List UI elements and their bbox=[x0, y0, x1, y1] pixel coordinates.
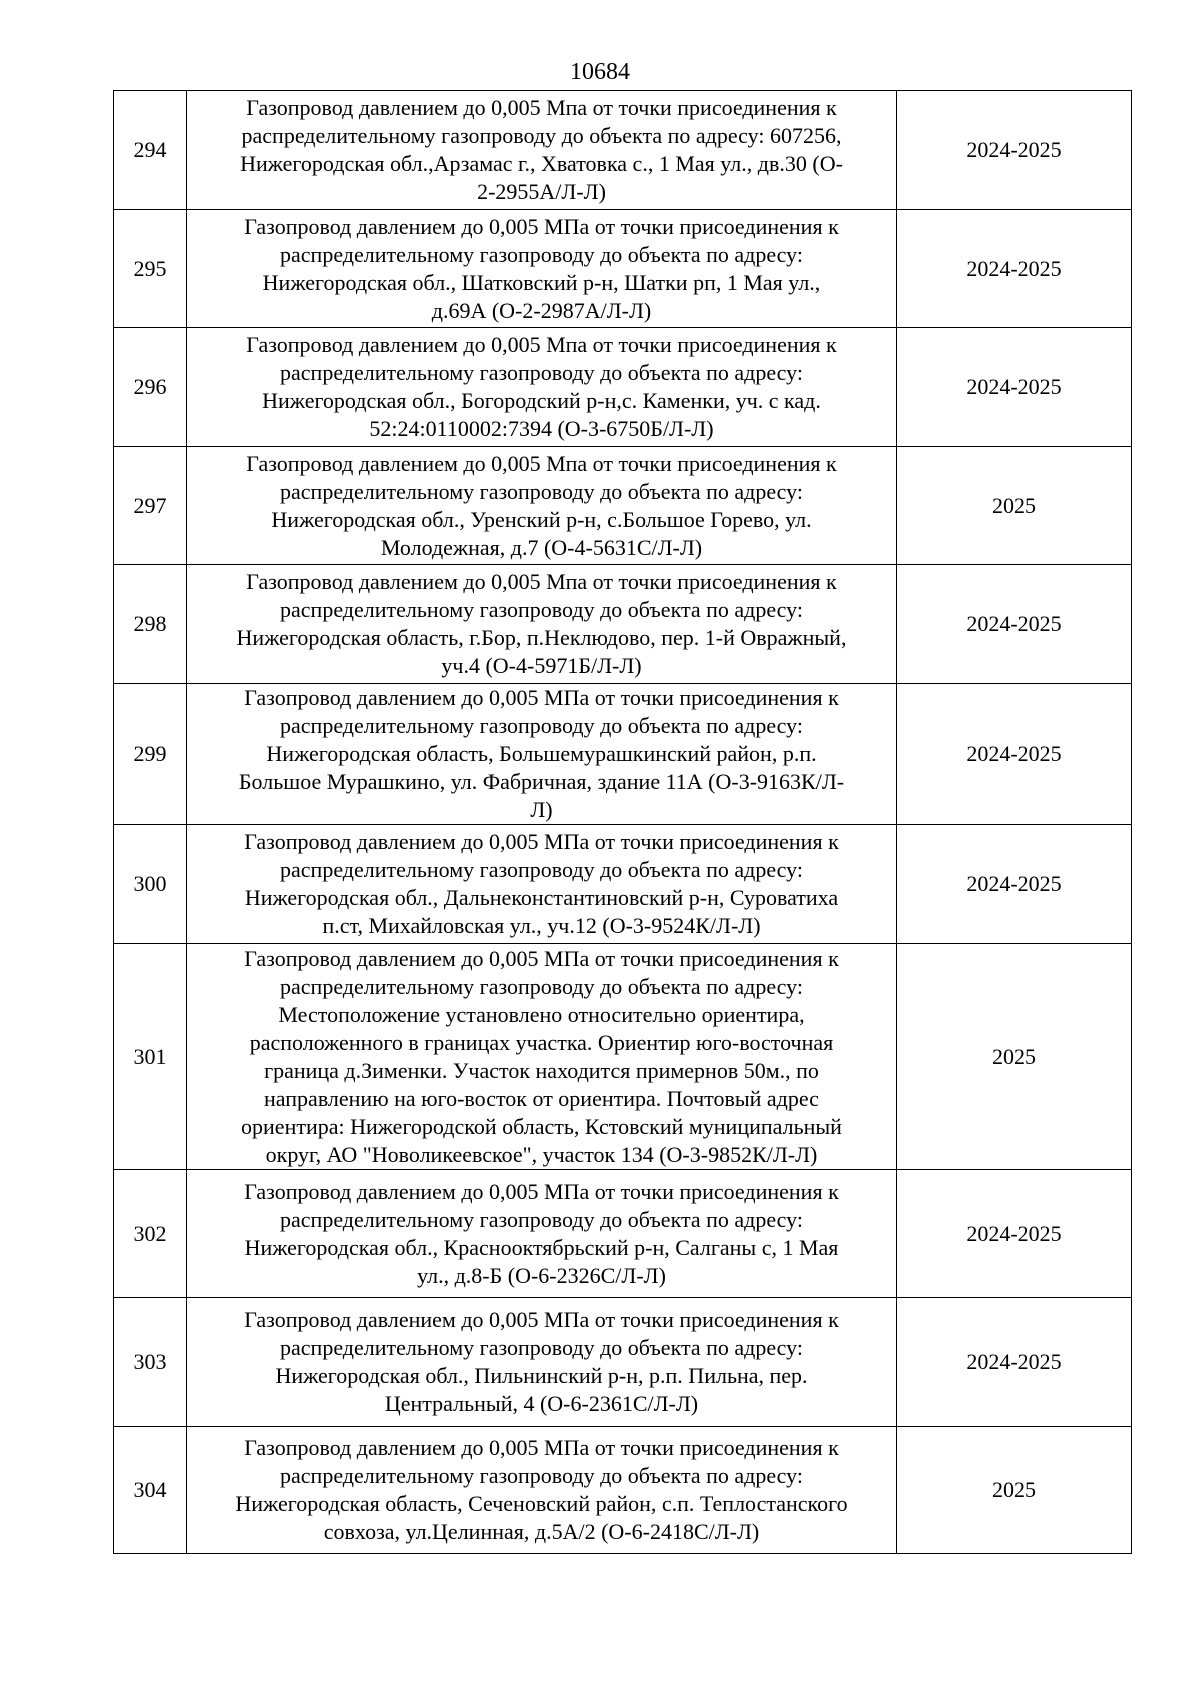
row-description: Газопровод давлением до 0,005 МПа от точки присоединения к распределительному газопроводу до объекта по адресу: Местоположение установлено относительно ориентира, расположенного в границах участка. Ориентир юго-восточная граница д.Зименки. Участок находится примернов 50м., по направлению на юго-восток от ориентира. Почтовый адрес ориентира: Нижегородской область, Кстовский муниципальный округ, АО "Новоликеевское", участок 134 (О-3-9852К/Л-Л) bbox=[187, 944, 897, 1170]
row-number: 297 bbox=[114, 447, 187, 565]
row-number: 303 bbox=[114, 1298, 187, 1427]
row-description: Газопровод давлением до 0,005 Мпа от точки присоединения к распределительному газопроводу до объекта по адресу: Нижегородская обл., Уренский р-н, с.Большое Горево, ул. Молодежная, д.7 (О-4-5631С/Л-Л) bbox=[187, 447, 897, 565]
table-row bbox=[114, 328, 1132, 447]
row-description: Газопровод давлением до 0,005 МПа от точки присоединения к распределительному газопроводу до объекта по адресу: Нижегородская область, Большемурашкинский район, р.п. Большое Мурашкино, ул. Фабричная, здание 11А (О-3-9163К/Л- Л) bbox=[187, 684, 897, 825]
row-period: 2025 bbox=[897, 944, 1132, 1170]
table-row bbox=[114, 447, 1132, 565]
row-period: 2024-2025 bbox=[897, 684, 1132, 825]
page-number: 10684 bbox=[570, 59, 630, 85]
row-period: 2024-2025 bbox=[897, 1298, 1132, 1427]
row-period: 2024-2025 bbox=[897, 825, 1132, 944]
row-description: Газопровод давлением до 0,005 МПа от точки присоединения к распределительному газопроводу до объекта по адресу: Нижегородская обл., Шатковский р-н, Шатки рп, 1 Мая ул., д.69А (О-2-2987А/Л-Л) bbox=[187, 210, 897, 328]
row-number: 300 bbox=[114, 825, 187, 944]
row-number: 304 bbox=[114, 1427, 187, 1554]
row-number: 298 bbox=[114, 565, 187, 684]
row-number: 296 bbox=[114, 328, 187, 447]
table-row bbox=[114, 1298, 1132, 1427]
row-description: Газопровод давлением до 0,005 Мпа от точки присоединения к распределительному газопроводу до объекта по адресу: Нижегородская область, г.Бор, п.Неклюдово, пер. 1-й Овражный, уч.4 (О-4-5971Б/Л-Л) bbox=[187, 565, 897, 684]
table-row bbox=[114, 1170, 1132, 1298]
gas-pipeline-table bbox=[113, 90, 1132, 1554]
row-period: 2024-2025 bbox=[897, 91, 1132, 210]
row-description: Газопровод давлением до 0,005 МПа от точки присоединения к распределительному газопроводу до объекта по адресу: Нижегородская обл., Пильнинский р-н, р.п. Пильна, пер. Центральный, 4 (О-6-2361С/Л-Л) bbox=[187, 1298, 897, 1427]
row-period: 2025 bbox=[897, 1427, 1132, 1554]
row-period: 2024-2025 bbox=[897, 210, 1132, 328]
row-number: 302 bbox=[114, 1170, 187, 1298]
row-description: Газопровод давлением до 0,005 МПа от точки присоединения к распределительному газопроводу до объекта по адресу: Нижегородская обл., Дальнеконстантиновский р-н, Суроватиха п.ст, Михайловская ул., уч.12 (О-3-9524К/Л-Л) bbox=[187, 825, 897, 944]
row-period: 2025 bbox=[897, 447, 1132, 565]
row-period: 2024-2025 bbox=[897, 1170, 1132, 1298]
row-number: 295 bbox=[114, 210, 187, 328]
table-row bbox=[114, 210, 1132, 328]
row-number: 299 bbox=[114, 684, 187, 825]
row-period: 2024-2025 bbox=[897, 328, 1132, 447]
table-row bbox=[114, 944, 1132, 1170]
table-row bbox=[114, 825, 1132, 944]
table-row bbox=[114, 1427, 1132, 1554]
row-description: Газопровод давлением до 0,005 Мпа от точки присоединения к распределительному газопроводу до объекта по адресу: Нижегородская обл., Богородский р-н,с. Каменки, уч. с кад. 52:24:0110002:7394 (О-3-6750Б/Л-Л) bbox=[187, 328, 897, 447]
table-row bbox=[114, 91, 1132, 210]
table-row bbox=[114, 565, 1132, 684]
row-description: Газопровод давлением до 0,005 Мпа от точки присоединения к распределительному газопроводу до объекта по адресу: 607256, Нижегородская обл.,Арзамас г., Хватовка с., 1 Мая ул., дв.30 (О- 2-2955А/Л-Л) bbox=[187, 91, 897, 210]
row-description: Газопровод давлением до 0,005 МПа от точки присоединения к распределительному газопроводу до объекта по адресу: Нижегородская обл., Краснооктябрьский р-н, Салганы с, 1 Мая ул., д.8-Б (О-6-2326С/Л-Л) bbox=[187, 1170, 897, 1298]
row-number: 294 bbox=[114, 91, 187, 210]
row-period: 2024-2025 bbox=[897, 565, 1132, 684]
table-row bbox=[114, 684, 1132, 825]
row-description: Газопровод давлением до 0,005 МПа от точки присоединения к распределительному газопроводу до объекта по адресу: Нижегородская область, Сеченовский район, с.п. Теплостанского совхоза, ул.Целинная, д.5А/2 (О-6-2418С/Л-Л) bbox=[187, 1427, 897, 1554]
row-number: 301 bbox=[114, 944, 187, 1170]
